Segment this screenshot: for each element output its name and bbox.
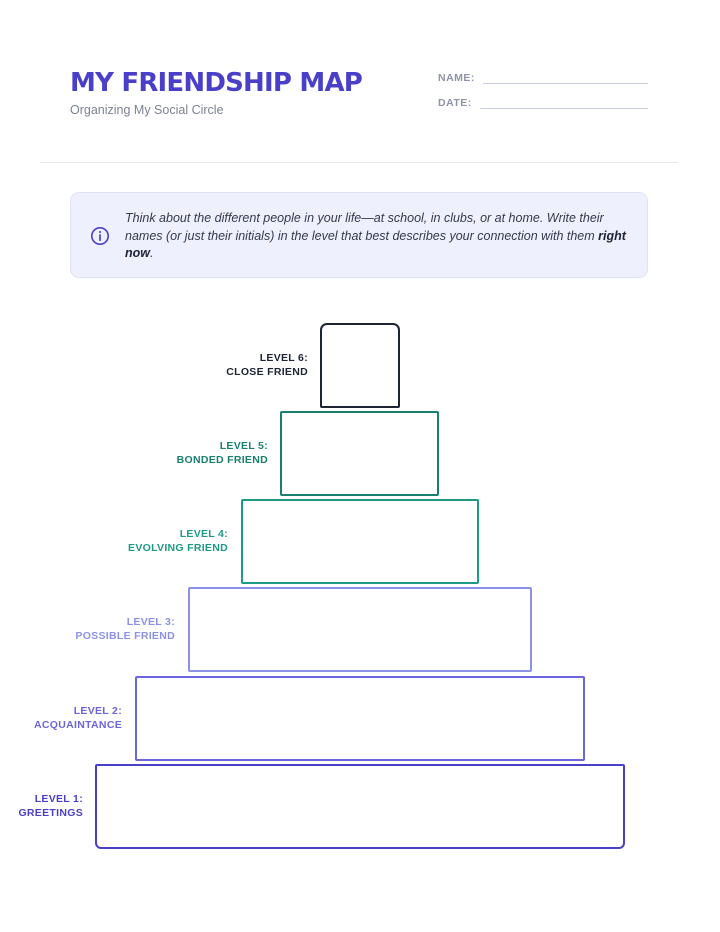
- name-field[interactable]: [438, 72, 648, 84]
- level-1-number: LEVEL 1:: [34, 793, 83, 805]
- page-title: MY FRIENDSHIP MAP: [70, 68, 363, 98]
- level-5-label: [177, 439, 268, 467]
- level-3-number: LEVEL 3:: [126, 616, 175, 628]
- level-4-name: EVOLVING FRIEND: [128, 542, 228, 554]
- level-1-box[interactable]: [95, 764, 625, 849]
- level-4-label: [128, 527, 228, 555]
- level-6-box[interactable]: [320, 323, 400, 408]
- level-1-label: [18, 792, 83, 820]
- header-divider: [40, 162, 678, 163]
- level-6-number: LEVEL 6:: [259, 352, 308, 364]
- level-6-label: [226, 351, 308, 379]
- date-line[interactable]: [480, 98, 648, 109]
- date-field[interactable]: [438, 97, 648, 109]
- level-3-name: POSSIBLE FRIEND: [75, 630, 175, 642]
- page-subtitle: Organizing My Social Circle: [70, 103, 224, 117]
- instructions-end: .: [150, 246, 154, 260]
- name-line[interactable]: [483, 73, 648, 84]
- date-label: DATE:: [438, 97, 472, 109]
- level-2-number: LEVEL 2:: [73, 705, 122, 717]
- name-label: NAME:: [438, 72, 475, 84]
- level-2-box[interactable]: [135, 676, 585, 761]
- level-2-label: [34, 704, 122, 732]
- instructions-emphasis: right now: [125, 228, 626, 260]
- level-4-number: LEVEL 4:: [179, 528, 228, 540]
- level-5-box[interactable]: [280, 411, 439, 496]
- info-icon: [90, 226, 110, 246]
- instructions-box: [70, 192, 648, 278]
- level-6-name: CLOSE FRIEND: [226, 366, 308, 378]
- level-2-name: ACQUAINTANCE: [34, 719, 122, 731]
- level-3-box[interactable]: [188, 587, 532, 672]
- level-1-name: GREETINGS: [18, 807, 83, 819]
- level-5-name: BONDED FRIEND: [176, 454, 268, 466]
- instructions-body: Think about the different people in your life—at school, in clubs, or at home. Write their names (or just their initials) in the level that best describes your connection with them: [125, 211, 604, 243]
- level-5-number: LEVEL 5:: [219, 440, 268, 452]
- level-4-box[interactable]: [241, 499, 479, 584]
- instructions-text: [125, 210, 637, 263]
- level-3-label: [75, 615, 175, 643]
